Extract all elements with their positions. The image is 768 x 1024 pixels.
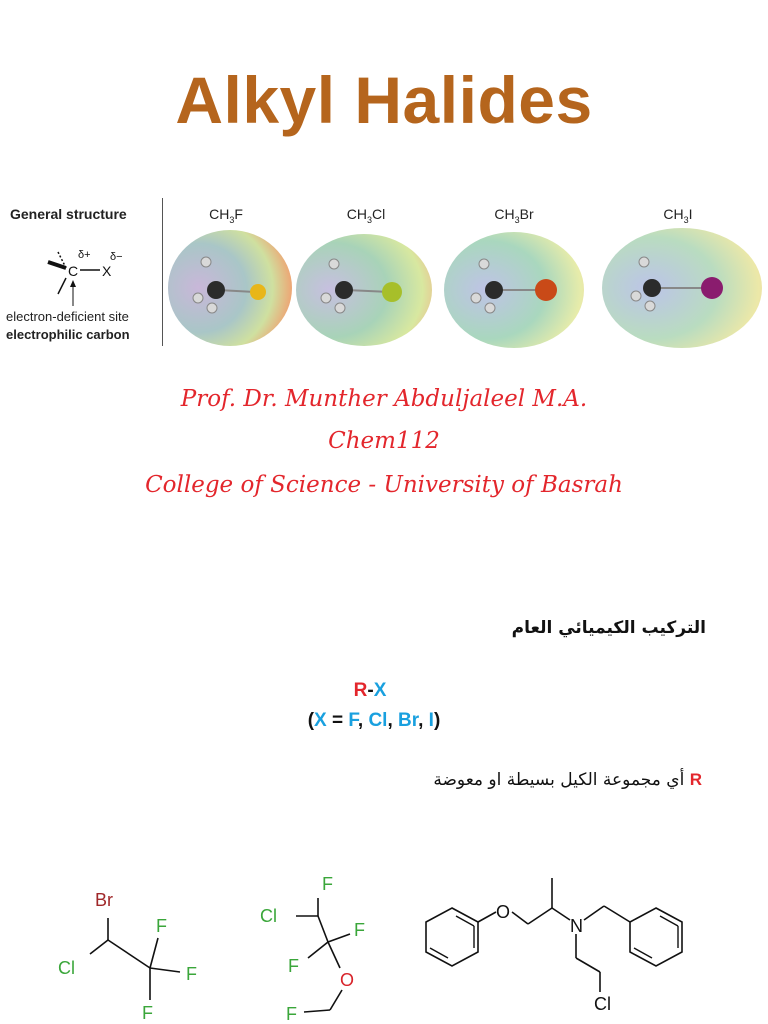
epm-ch3i bbox=[602, 228, 762, 348]
delta-plus-label: δ+ bbox=[78, 249, 91, 261]
author-name: Prof. Dr. Munther Abduljaleel M.A. bbox=[180, 386, 588, 412]
general-structure-heading: General structure bbox=[10, 206, 127, 222]
example-1-structure bbox=[58, 890, 197, 1023]
slide-title: Alkyl Halides bbox=[175, 63, 593, 137]
example-3-structure bbox=[426, 878, 682, 1014]
example-structures bbox=[0, 860, 768, 1024]
general-formula-heading: التركيب الكيميائي العام bbox=[511, 618, 706, 638]
molecule-label-ch3f: $CH_3F$ bbox=[209, 206, 243, 225]
ex1-f1: F bbox=[156, 916, 167, 936]
ex3-o: O bbox=[496, 902, 511, 922]
ex2-f-left: F bbox=[288, 956, 299, 976]
r-description bbox=[433, 770, 702, 790]
course-code: Chem112 bbox=[328, 428, 440, 454]
ex3-n: N bbox=[570, 916, 583, 936]
molecule-label-ch3i: $CH_3I$ bbox=[663, 206, 693, 225]
institution: College of Science - University of Basrah bbox=[145, 472, 623, 498]
ex2-o: O bbox=[340, 970, 355, 990]
formula-rx: R-X bbox=[353, 680, 387, 701]
r-description-text: أي مجموعة الكيل بسيطة او معوضة bbox=[433, 770, 685, 790]
formula-r: R bbox=[353, 680, 368, 701]
example-2-structure bbox=[260, 874, 365, 1024]
ex2-f-right: F bbox=[354, 920, 365, 940]
ex2-f-top: F bbox=[322, 874, 333, 894]
ex1-br: Br bbox=[95, 890, 113, 910]
ex1-f2: F bbox=[186, 964, 197, 984]
ex1-f3: F bbox=[142, 1003, 153, 1023]
delta-minus-label: δ− bbox=[110, 251, 123, 263]
ex2-cl: Cl bbox=[260, 906, 277, 926]
ex1-cl: Cl bbox=[58, 958, 75, 978]
general-structure-line2: electrophilic carbon bbox=[6, 327, 130, 342]
epm-ch3br bbox=[444, 232, 584, 348]
formula-halogens: (X = F, Cl, Br, I) bbox=[307, 710, 441, 731]
ex3-cl: Cl bbox=[594, 994, 611, 1014]
epm-ch3cl bbox=[296, 234, 432, 346]
molecule-label-ch3cl: $CH_3Cl$ bbox=[346, 206, 386, 225]
general-structure-line1: electron-deficient site bbox=[6, 309, 129, 324]
formula-x: X bbox=[373, 680, 387, 701]
halogen-label: X bbox=[102, 263, 112, 279]
ex2-f-bottom: F bbox=[286, 1004, 297, 1024]
r-description-label: R bbox=[689, 770, 702, 789]
carbon-label: C bbox=[68, 263, 79, 279]
epm-ch3f bbox=[168, 230, 292, 346]
electrostatic-maps bbox=[0, 190, 768, 358]
molecule-label-ch3br: $CH_3Br$ bbox=[494, 206, 534, 225]
